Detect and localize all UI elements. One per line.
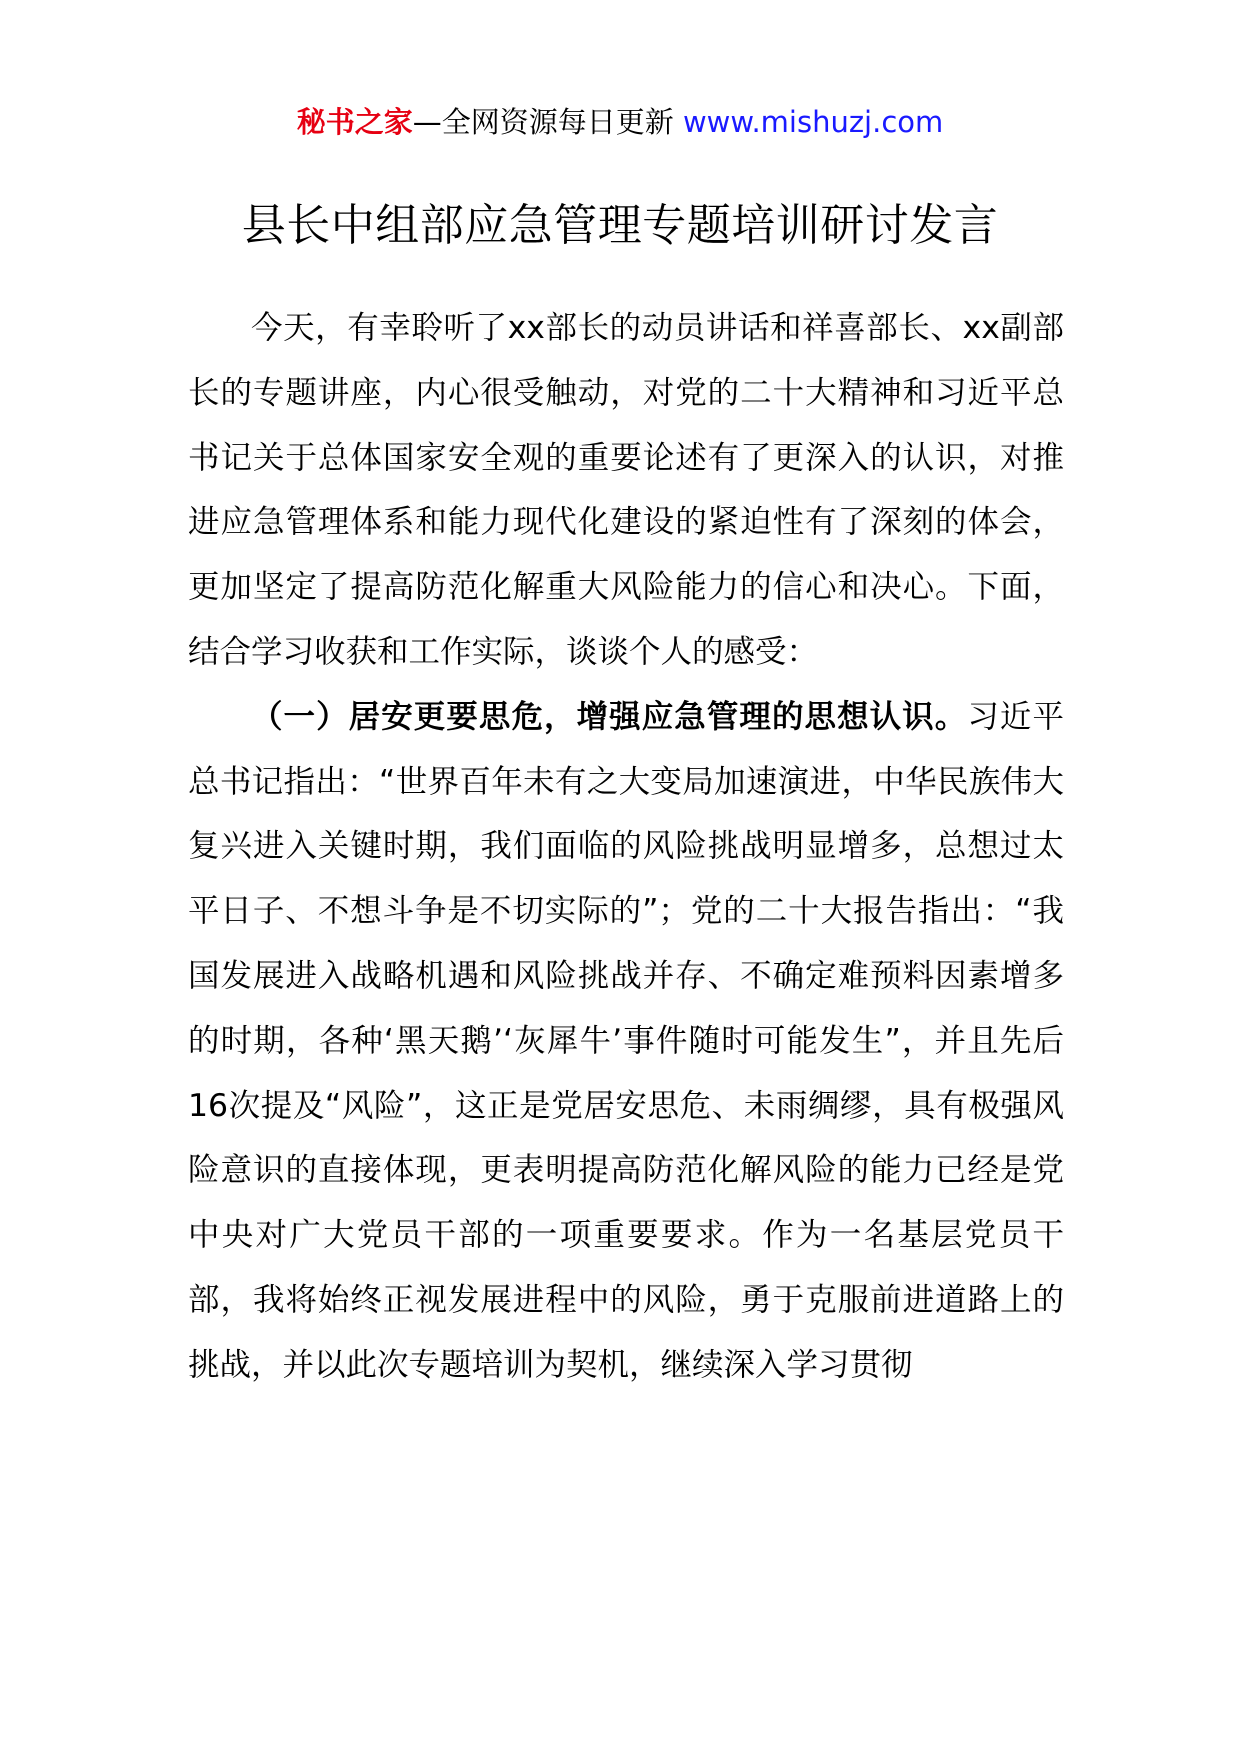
site-brand: 秘书之家 (296, 105, 413, 139)
section-1-paragraph (188, 685, 1064, 1398)
document-body (188, 296, 1064, 1398)
document-title: 县长中组部应急管理专题培训研讨发言 (241, 200, 999, 251)
section-1-heading: （一）居安更要思危，增强应急管理的思想认识。 (251, 698, 968, 735)
section-1-body: 习近平总书记指出：“世界百年未有之大变局加速演进，中华民族伟大复兴进入关键时期，我们面临的风险挑战明显增多，总想过太平日子、不想斗争是不切实际的”；党的二十大报告指出：“我国发展进入战略机遇和风险挑战并存、不确定难预料因素增多的时期，各种‘黑天鹅’‘灰犀牛’事件随时可能发生”，并且先后16次提及“风险”，这正是党居安思危、未雨绸缪，具有极强风险意识的直接体现，更表明提高防范化解风险的能力已经是党中央对广大党员干部的一项重要要求。作为一名基层党员干部，我将始终正视发展进程中的风险，勇于克服前进道路上的挑战，并以此次专题培训为契机，继续深入学习贯彻 (188, 698, 1064, 1383)
intro-paragraph: 今天，有幸聆听了xx部长的动员讲话和祥喜部长、xx副部长的专题讲座，内心很受触动，对党的二十大精神和习近平总书记关于总体国家安全观的重要论述有了更深入的认识，对推进应急管理体系和能力现代化建设的紧迫性有了深刻的体会，更加坚定了提高防范化解重大风险能力的信心和决心。下面，结合学习收获和工作实际，谈谈个人的感受： (188, 310, 1064, 670)
site-header (0, 102, 1240, 142)
site-tagline: —全网资源每日更新 (412, 105, 674, 139)
site-url-link[interactable]: www.mishuzj.com (682, 105, 944, 139)
